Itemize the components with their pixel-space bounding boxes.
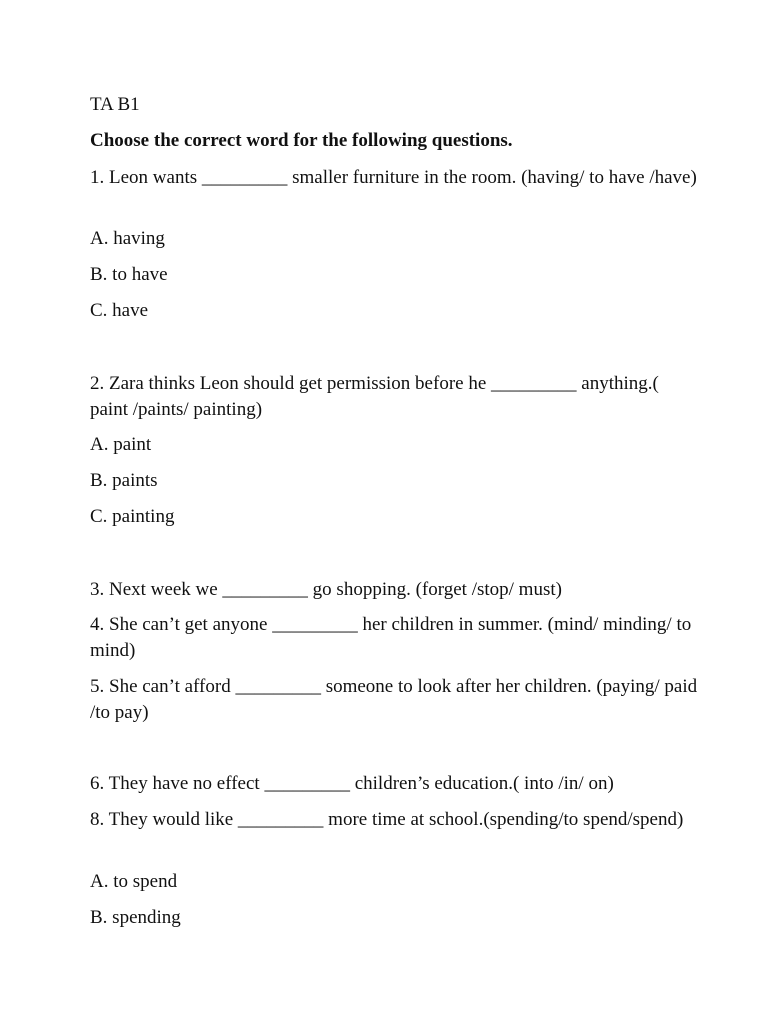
question-1-option-b: B. to have [90,264,168,285]
question-8-option-a: A. to spend [90,871,178,892]
question-1-option-c: C. have [90,300,149,321]
instructions-heading: Choose the correct word for the following questions. [90,130,513,151]
question-3-stem: 3. Next week we _________ go shopping. (forget /stop/ must) [90,579,562,600]
question-2-option-a: A. paint [90,434,152,455]
question-1-option-a: A. having [90,228,165,249]
question-4-stem: 4. She can’t get anyone _________ her children in summer. (mind/ minding/ to mind) [90,614,692,661]
question-6-stem: 6. They have no effect _________ children’s education.( into /in/ on) [90,773,614,794]
question-2-option-b: B. paints [90,470,158,491]
question-2-stem: 2. Zara thinks Leon should get permission before he _________ anything.( paint /paints/ painting) [90,373,659,420]
question-8-option-b: B. spending [90,907,181,928]
question-5-stem: 5. She can’t afford _________ someone to look after her children. (paying/ paid /to pay) [90,676,698,723]
question-8-stem: 8. They would like _________ more time at school.(spending/to spend/spend) [90,809,684,830]
question-2-option-c: C. painting [90,506,175,527]
question-1-stem: 1. Leon wants _________ smaller furniture in the room. (having/ to have /have) [90,167,697,188]
document-code: TA B1 [90,94,140,115]
